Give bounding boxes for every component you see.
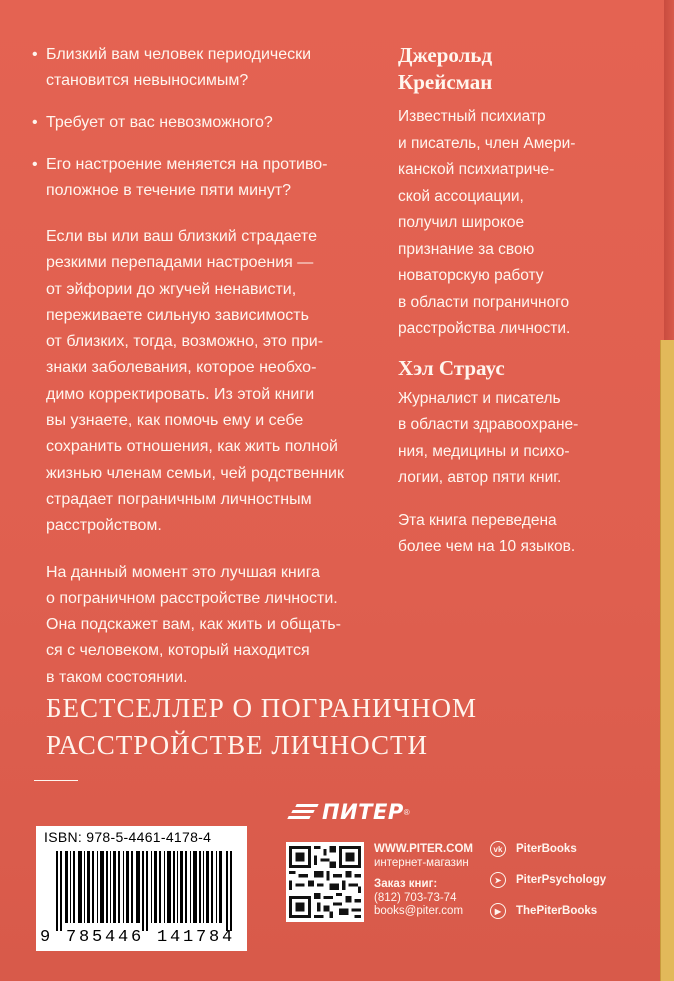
qr-code-icon xyxy=(286,842,364,922)
bullet-dot: • xyxy=(32,46,38,63)
vk-icon: vk xyxy=(490,841,506,857)
blurb-column xyxy=(32,42,382,709)
barcode-number: 9 785446 141784 xyxy=(40,928,236,947)
barcode-bars xyxy=(56,851,236,931)
tagline xyxy=(46,690,566,764)
bullet-text: Близкий вам человек периодически становится невыносимым? xyxy=(46,46,312,89)
shop-url[interactable]: WWW.PITER.COM xyxy=(374,843,474,855)
bullet-question xyxy=(32,42,382,94)
spine-accent-band xyxy=(660,340,674,981)
order-info xyxy=(374,878,463,919)
social-links xyxy=(490,837,606,930)
bullet-text: Требует от вас невозможного? xyxy=(46,114,273,131)
bullet-question xyxy=(32,110,382,136)
logo-stripes-icon xyxy=(286,802,320,822)
order-phone: (812) 703-73-74 xyxy=(374,891,457,904)
telegram-icon: ➤ xyxy=(490,872,506,888)
logo-text: ПИТЕР xyxy=(322,800,404,824)
blurb-paragraph: Если вы или ваш близкий страдаете резкими перепадами настроения — от эйфории до жгучей ненависти, переживаете сильную зависимость от близких, тогда, возможно, это при- знаки заболевания, которое необхо- димо корректировать. Из этой книги вы узнаете, как помочь ему и себе сохранить отношения, как жить полной жизнью членам семьи, чей родственник страдает пограничным личностным расстройством. xyxy=(46,228,344,535)
author-name: Джерольд Крейсман xyxy=(398,43,493,94)
bullet-text: Его настроение меняется на противо- положное в течение пяти минут? xyxy=(46,156,328,199)
publisher-logo xyxy=(286,800,410,824)
social-link-vk[interactable] xyxy=(490,837,606,861)
isbn-label: ISBN: 978-5-4461-4178-4 xyxy=(44,829,212,845)
order-label: Заказ книг: xyxy=(374,878,438,890)
social-name: PiterBooks xyxy=(516,843,577,855)
bullet-question xyxy=(32,152,382,204)
blurb-paragraph: На данный момент это лучшая книга о пограничном расстройстве личности. Она подскажет вам, как жить и общать- ся с человеком, который находится в таком состоянии. xyxy=(46,563,341,686)
translation-note: Эта книга переведена более чем на 10 языков. xyxy=(398,511,576,555)
social-link-youtube[interactable] xyxy=(490,899,606,923)
social-name: PiterPsychology xyxy=(516,874,607,886)
authors-column xyxy=(398,42,638,560)
author-name: Хэл Страус xyxy=(398,355,505,380)
youtube-icon: ▶ xyxy=(490,903,506,919)
bullet-dot: • xyxy=(32,114,38,131)
tagline-bestseller: БЕСТСЕЛЛЕР xyxy=(46,693,233,723)
social-link-telegram[interactable] xyxy=(490,868,606,892)
logo-registered-mark: ® xyxy=(403,807,410,817)
shop-caption: интернет-магазин xyxy=(374,857,469,869)
tagline-topic: О ПОГРАНИЧНОМ xyxy=(232,693,477,723)
social-name: ThePiterBooks xyxy=(516,905,598,917)
bullet-dot: • xyxy=(32,156,38,173)
divider xyxy=(34,780,78,781)
author-bio: Известный психиатр и писатель, член Амери- канской психиатриче- ской ассоциации, получил широкое признание за свою новаторскую работу в области пограничного расстройства личности. xyxy=(398,108,576,337)
author-bio: Журналист и писатель в области здравоохране- ния, медицины и психо- логии, автор пяти книг. xyxy=(398,389,579,486)
shop-info xyxy=(374,842,473,870)
order-email[interactable]: books@piter.com xyxy=(374,905,464,917)
barcode xyxy=(36,826,247,951)
tagline-line xyxy=(46,690,566,727)
tagline-line: РАССТРОЙСТВЕ ЛИЧНОСТИ xyxy=(46,730,429,760)
